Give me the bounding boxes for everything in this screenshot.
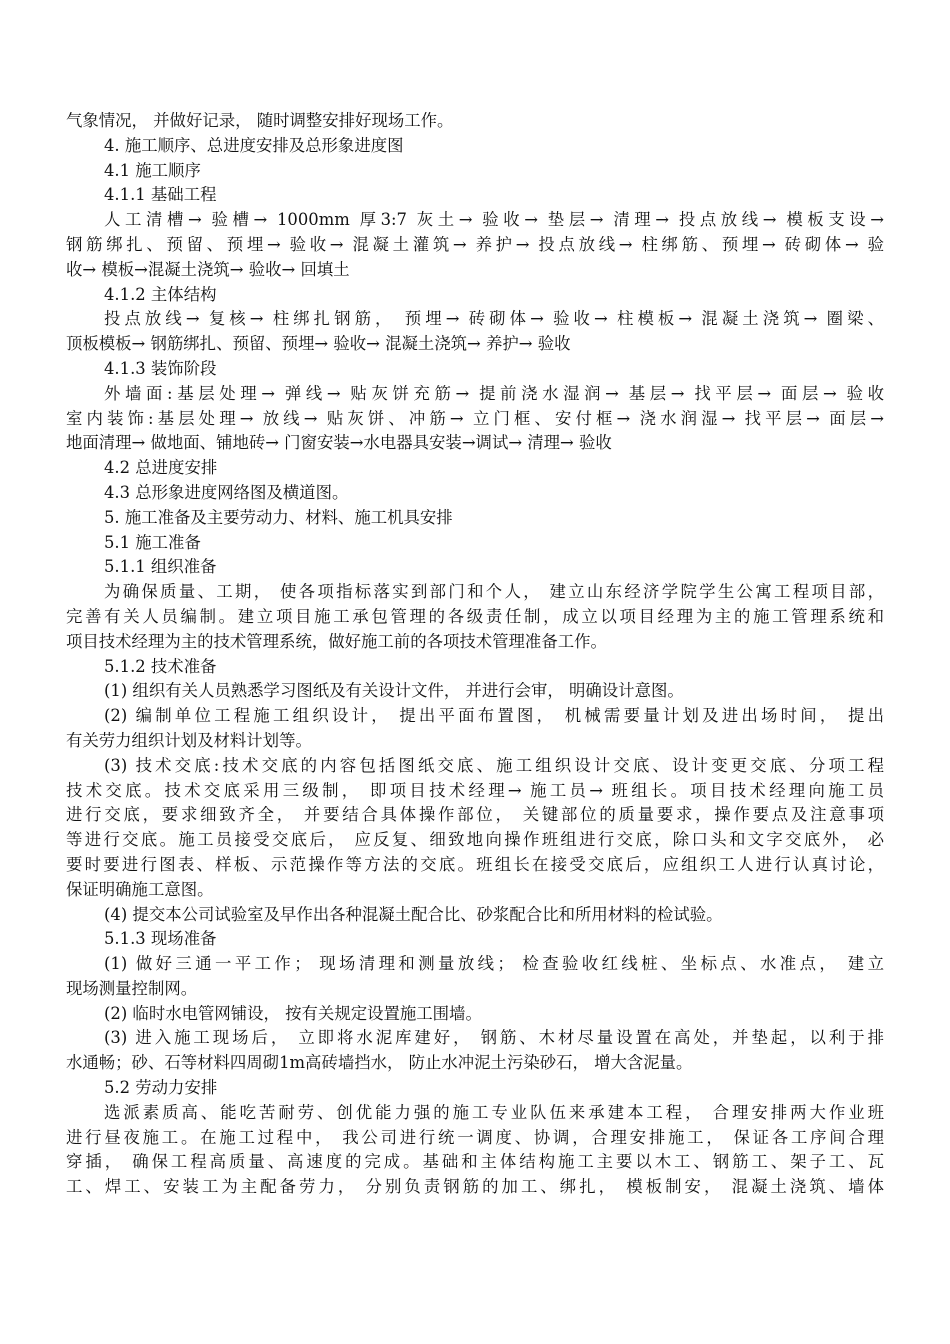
text-line: 5.1 施工准备 bbox=[104, 532, 201, 552]
text-line: (1) 组织有关人员熟悉学习图纸及有关设计文件， 并进行会审， 明确设计意图。 bbox=[104, 681, 684, 701]
text-line: 保证明确施工意图。 bbox=[66, 879, 214, 899]
text-line: (2) 编制单位工程施工组织设计， 提出平面布置图， 机械需要量计划及进出场时间， 提出 bbox=[104, 706, 884, 726]
text-line: 等进行交底。施工员接受交底后， 应反复、细致地向操作班组进行交底，除口头和文字交底外， 必 bbox=[66, 830, 884, 850]
text-line: 4.1.2 主体结构 bbox=[104, 284, 217, 304]
text-line: 5.1.2 技术准备 bbox=[104, 656, 217, 676]
text-line: 5.1.3 现场准备 bbox=[104, 929, 217, 949]
text-line: 顶板模板→ 钢筋绑扎、预留、预埋→ 验收→ 混凝土浇筑→ 养护→ 验收 bbox=[66, 334, 571, 354]
text-line: 为确保质量、工期， 使各项指标落实到部门和个人， 建立山东经济学院学生公寓工程项目部， bbox=[104, 582, 884, 602]
text-line: 要时要进行图表、样板、示范操作等方法的交底。班组长在接受交底后，应组织工人进行认真讨论， bbox=[66, 854, 884, 874]
text-line: 完善有关人员编制。建立项目施工承包管理的各级责任制，成立以项目经理为主的施工管理系统和 bbox=[66, 606, 884, 626]
text-line: (1) 做好三通一平工作； 现场清理和测量放线； 检查验收红线桩、坐标点、水准点， 建立 bbox=[104, 954, 884, 974]
text-line: 有关劳力组织计划及材料计划等。 bbox=[66, 730, 312, 750]
text-line: 收→ 模板→混凝土浇筑→ 验收→ 回填土 bbox=[66, 259, 350, 279]
text-line: (2) 临时水电管网铺设， 按有关规定设置施工围墙。 bbox=[104, 1003, 482, 1023]
text-line: 现场测量控制网。 bbox=[66, 978, 198, 998]
text-line: 穿插， 确保工程高质量、高速度的完成。基础和主体结构施工主要以木工、钢筋工、架子工、瓦 bbox=[66, 1152, 884, 1172]
text-line: 外墙面:基层处理→ 弹线→ 贴灰饼充筋→ 提前浇水湿润→ 基层→ 找平层→ 面层→ 验收 bbox=[104, 383, 884, 403]
text-line: 气象情况， 并做好记录， 随时调整安排好现场工作。 bbox=[66, 111, 454, 130]
text-line: 5. 施工准备及主要劳动力、材料、施工机具安排 bbox=[104, 507, 453, 527]
text-line: (4) 提交本公司试验室及早作出各种混凝土配合比、砂浆配合比和所用材料的检试验。 bbox=[104, 904, 723, 924]
text-line: 技术交底。技术交底采用三级制， 即项目技术经理→ 施工员→ 班组长。项目技术经理向施工员 bbox=[66, 780, 884, 800]
text-line: 5.1.1 组织准备 bbox=[104, 557, 217, 577]
text-line: 进行昼夜施工。在施工过程中， 我公司进行统一调度、协调，合理安排施工， 保证各工序间合理 bbox=[66, 1127, 884, 1147]
text-line: 投点放线→ 复核→ 柱绑扎钢筋， 预埋→ 砖砌体→ 验收→ 柱模板→ 混凝土浇筑→ 圈梁、 bbox=[104, 309, 884, 329]
text-line: 进行交底，要求细致齐全， 并要结合具体操作部位， 关键部位的质量要求，操作要点及注意事项 bbox=[66, 805, 884, 825]
text-line: 钢筋绑扎、预留、预埋→ 验收→ 混凝土灌筑→ 养护→ 投点放线→ 柱绑筋、预埋→ 砖砌体→ 验 bbox=[66, 234, 884, 254]
text-line: 4. 施工顺序、总进度安排及总形象进度图 bbox=[104, 135, 404, 155]
text-line: 4.3 总形象进度网络图及横道图。 bbox=[104, 482, 349, 502]
text-line: 人工清槽→ 验槽→ 1000mm 厚3:7 灰土→ 验收→ 垫层→ 清理→ 投点放线→ 模板支设→ bbox=[104, 210, 884, 230]
text-line: 4.1.1 基础工程 bbox=[104, 185, 217, 205]
text-line: 项目技术经理为主的技术管理系统，做好施工前的各项技术管理准备工作。 bbox=[66, 631, 607, 651]
text-line: 4.1.3 装饰阶段 bbox=[104, 358, 217, 378]
text-line: (3) 技术交底:技术交底的内容包括图纸交底、施工组织设计交底、设计变更交底、分项工程 bbox=[104, 755, 884, 775]
text-line: 选派素质高、能吃苦耐劳、创优能力强的施工专业队伍来承建本工程， 合理安排两大作业班 bbox=[104, 1102, 884, 1122]
document-page bbox=[66, 109, 884, 1200]
text-line: 5.2 劳动力安排 bbox=[104, 1078, 218, 1098]
text-line: 水通畅；砂、石等材料四周砌1m高砖墙挡水， 防止水冲泥土污染砂石， 增大含泥量。 bbox=[66, 1053, 693, 1073]
text-line: 4.1 施工顺序 bbox=[104, 160, 201, 180]
text-line: (3) 进入施工现场后， 立即将水泥库建好， 钢筋、木材尽量设置在高处，并垫起，以利于排 bbox=[104, 1028, 884, 1048]
text-line: 4.2 总进度安排 bbox=[104, 458, 218, 478]
text-line: 地面清理→ 做地面、铺地砖→ 门窗安装→水电器具安装→调试→ 清理→ 验收 bbox=[66, 433, 612, 453]
text-line: 工、焊工、安装工为主配备劳力， 分别负责钢筋的加工、绑扎， 模板制安， 混凝土浇筑、墙体 bbox=[66, 1177, 884, 1197]
text-line: 室内装饰:基层处理→ 放线→ 贴灰饼、冲筋→ 立门框、安付框→ 浇水润湿→ 找平层→ 面层→ bbox=[66, 408, 884, 428]
